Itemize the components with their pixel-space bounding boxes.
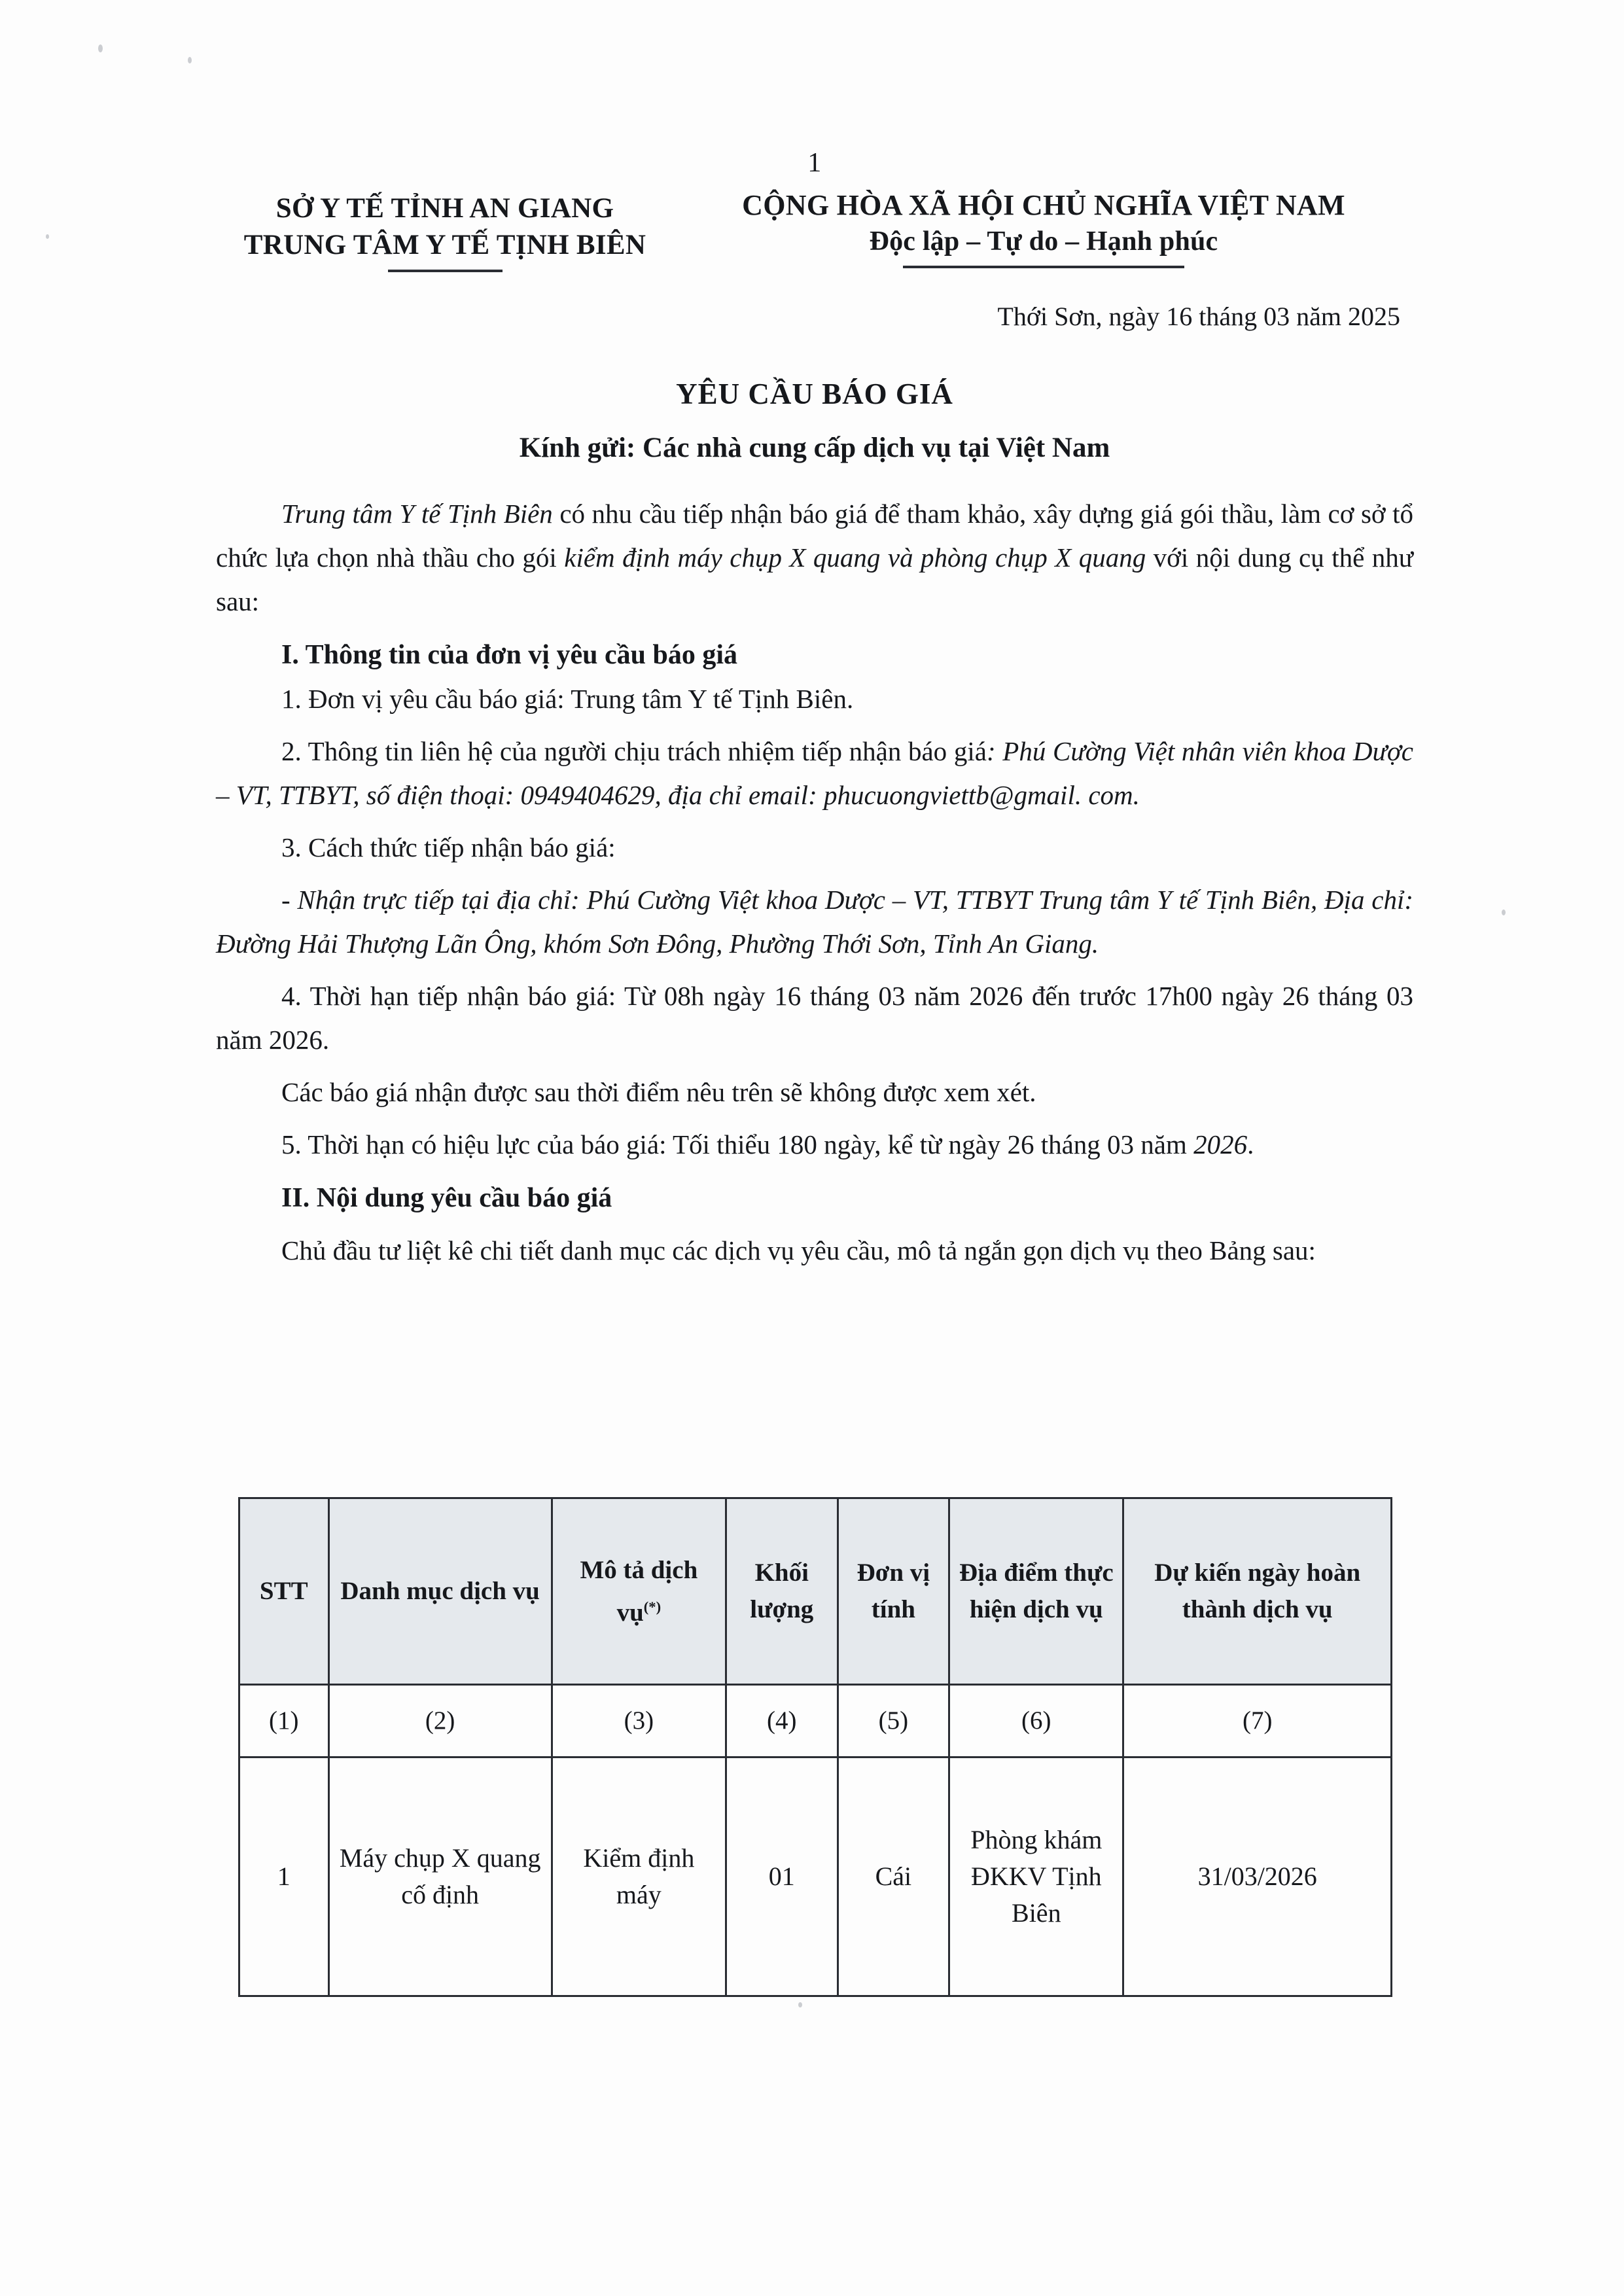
intro-paragraph — [216, 492, 1413, 624]
column-header-unit: Đơn vị tính — [838, 1498, 949, 1685]
document-recipient: Kính gửi: Các nhà cung cấp dịch vụ tại Việt Nam — [519, 433, 1110, 463]
cell-service-name: Máy chụp X quang cố định — [328, 1757, 552, 1996]
section-1-item-4: 4. Thời hạn tiếp nhận báo giá: Từ 08h ngày 16 tháng 03 năm 2026 đến trước 17h00 ngày 26 tháng 03 năm 2026. — [216, 981, 1413, 1055]
column-number-6: (6) — [949, 1685, 1123, 1757]
column-number-5: (5) — [838, 1685, 949, 1757]
footnote-marker: (*) — [643, 1598, 662, 1615]
table-header-row — [239, 1498, 1392, 1685]
column-header-service-description — [552, 1498, 726, 1685]
letterhead-left-rule — [388, 270, 503, 272]
intro-org-italic: Trung tâm Y tế Tịnh Biên — [281, 499, 553, 529]
section-1-note: Các báo giá nhận được sau thời điểm nêu trên sẽ không được xem xét. — [281, 1077, 1036, 1107]
cell-quantity: 01 — [726, 1757, 838, 1996]
section-2-heading: II. Nội dung yêu cầu báo giá — [281, 1183, 612, 1213]
column-header-quantity: Khối lượng — [726, 1498, 838, 1685]
date-line: Thới Sơn, ngày 16 tháng 03 năm 2025 — [997, 302, 1400, 331]
item-2-contact-italic: : Phú Cường Việt nhân viên khoa Dược – VT, TTBYT, số điện thoại: 0949404629, địa chỉ email: phucuongviettb@gmail. com. — [216, 736, 1413, 810]
country-name: CỘNG HÒA XÃ HỘI CHỦ NGHĨA VIỆT NAM — [742, 189, 1345, 221]
item-5-year-italic: 2026 — [1193, 1129, 1248, 1159]
service-table-wrapper — [238, 1497, 1392, 1997]
column-number-2: (2) — [328, 1685, 552, 1757]
column-header-completion-date: Dự kiến ngày hoàn thành dịch vụ — [1123, 1498, 1392, 1685]
column-number-3: (3) — [552, 1685, 726, 1757]
column-header-service-description-text: Mô tả dịch vụ — [580, 1555, 698, 1627]
table-column-number-row — [239, 1685, 1392, 1757]
column-number-4: (4) — [726, 1685, 838, 1757]
item-2-prefix: 2. Thông tin liên hệ của người chịu trách nhiệm tiếp nhận báo giá — [281, 736, 987, 766]
section-1-item-2 — [216, 730, 1413, 817]
column-header-service-name: Danh mục dịch vụ — [328, 1498, 552, 1685]
column-header-stt: STT — [239, 1498, 329, 1685]
cell-completion-date: 31/03/2026 — [1123, 1757, 1392, 1996]
column-header-location: Địa điểm thực hiện dịch vụ — [949, 1498, 1123, 1685]
letterhead-organization — [216, 186, 674, 272]
department-name: SỞ Y TẾ TỈNH AN GIANG — [275, 193, 614, 224]
document-body — [216, 492, 1413, 1273]
cell-stt: 1 — [239, 1757, 329, 1996]
intro-text-2: với nội dung cụ thể như sau: — [216, 542, 1413, 616]
scan-speck — [188, 57, 192, 63]
section-1-item-3: 3. Cách thức tiếp nhận báo giá: — [281, 832, 616, 862]
section-1-heading: I. Thông tin của đơn vị yêu cầu báo giá — [281, 640, 737, 670]
intro-text-1: có nhu cầu tiếp nhận báo giá để tham khảo, xây dựng giá gói thầu, làm cơ sở tổ chức lựa chọn nhà thầu cho gói — [216, 499, 1413, 573]
column-number-1: (1) — [239, 1685, 329, 1757]
cell-location: Phòng khám ĐKKV Tịnh Biên — [949, 1757, 1123, 1996]
scan-speck — [46, 234, 49, 239]
letterhead-national — [674, 186, 1413, 268]
column-number-7: (7) — [1123, 1685, 1392, 1757]
national-motto: Độc lập – Tự do – Hạnh phúc — [869, 226, 1218, 257]
item-5-prefix: 5. Thời hạn có hiệu lực của báo giá: Tối thiểu 180 ngày, kể từ ngày 26 tháng 03 năm — [281, 1129, 1194, 1159]
center-name: TRUNG TÂM Y TẾ TỊNH BIÊN — [243, 229, 646, 260]
intro-package-italic: kiểm định máy chụp X quang và phòng chụp X quang — [564, 542, 1146, 573]
page-number: 1 — [807, 148, 822, 178]
letterhead-right-rule — [903, 266, 1184, 268]
table-row — [239, 1757, 1392, 1996]
cell-service-description: Kiểm định máy — [552, 1757, 726, 1996]
cell-unit: Cái — [838, 1757, 949, 1996]
scan-speck — [98, 44, 103, 52]
section-1-item-3-detail: - Nhận trực tiếp tại địa chỉ: Phú Cường Việt khoa Dược – VT, TTBYT Trung tâm Y tế Tịnh Biên, Địa chỉ: Đường Hải Thượng Lãn Ông, khóm Sơn Đông, Phường Thới Sơn, Tỉnh An Giang. — [216, 885, 1413, 959]
letterhead — [216, 186, 1413, 272]
item-5-suffix: . — [1247, 1129, 1254, 1159]
page-title: YÊU CẦU BÁO GIÁ — [676, 378, 953, 410]
section-1-item-5 — [216, 1123, 1413, 1167]
service-table — [238, 1497, 1392, 1997]
section-2-intro: Chủ đầu tư liệt kê chi tiết danh mục các dịch vụ yêu cầu, mô tả ngắn gọn dịch vụ theo Bảng sau: — [281, 1235, 1316, 1265]
scan-speck — [798, 2002, 802, 2007]
section-1-item-1: 1. Đơn vị yêu cầu báo giá: Trung tâm Y tế Tịnh Biên. — [281, 684, 854, 714]
scan-speck — [1502, 910, 1506, 915]
